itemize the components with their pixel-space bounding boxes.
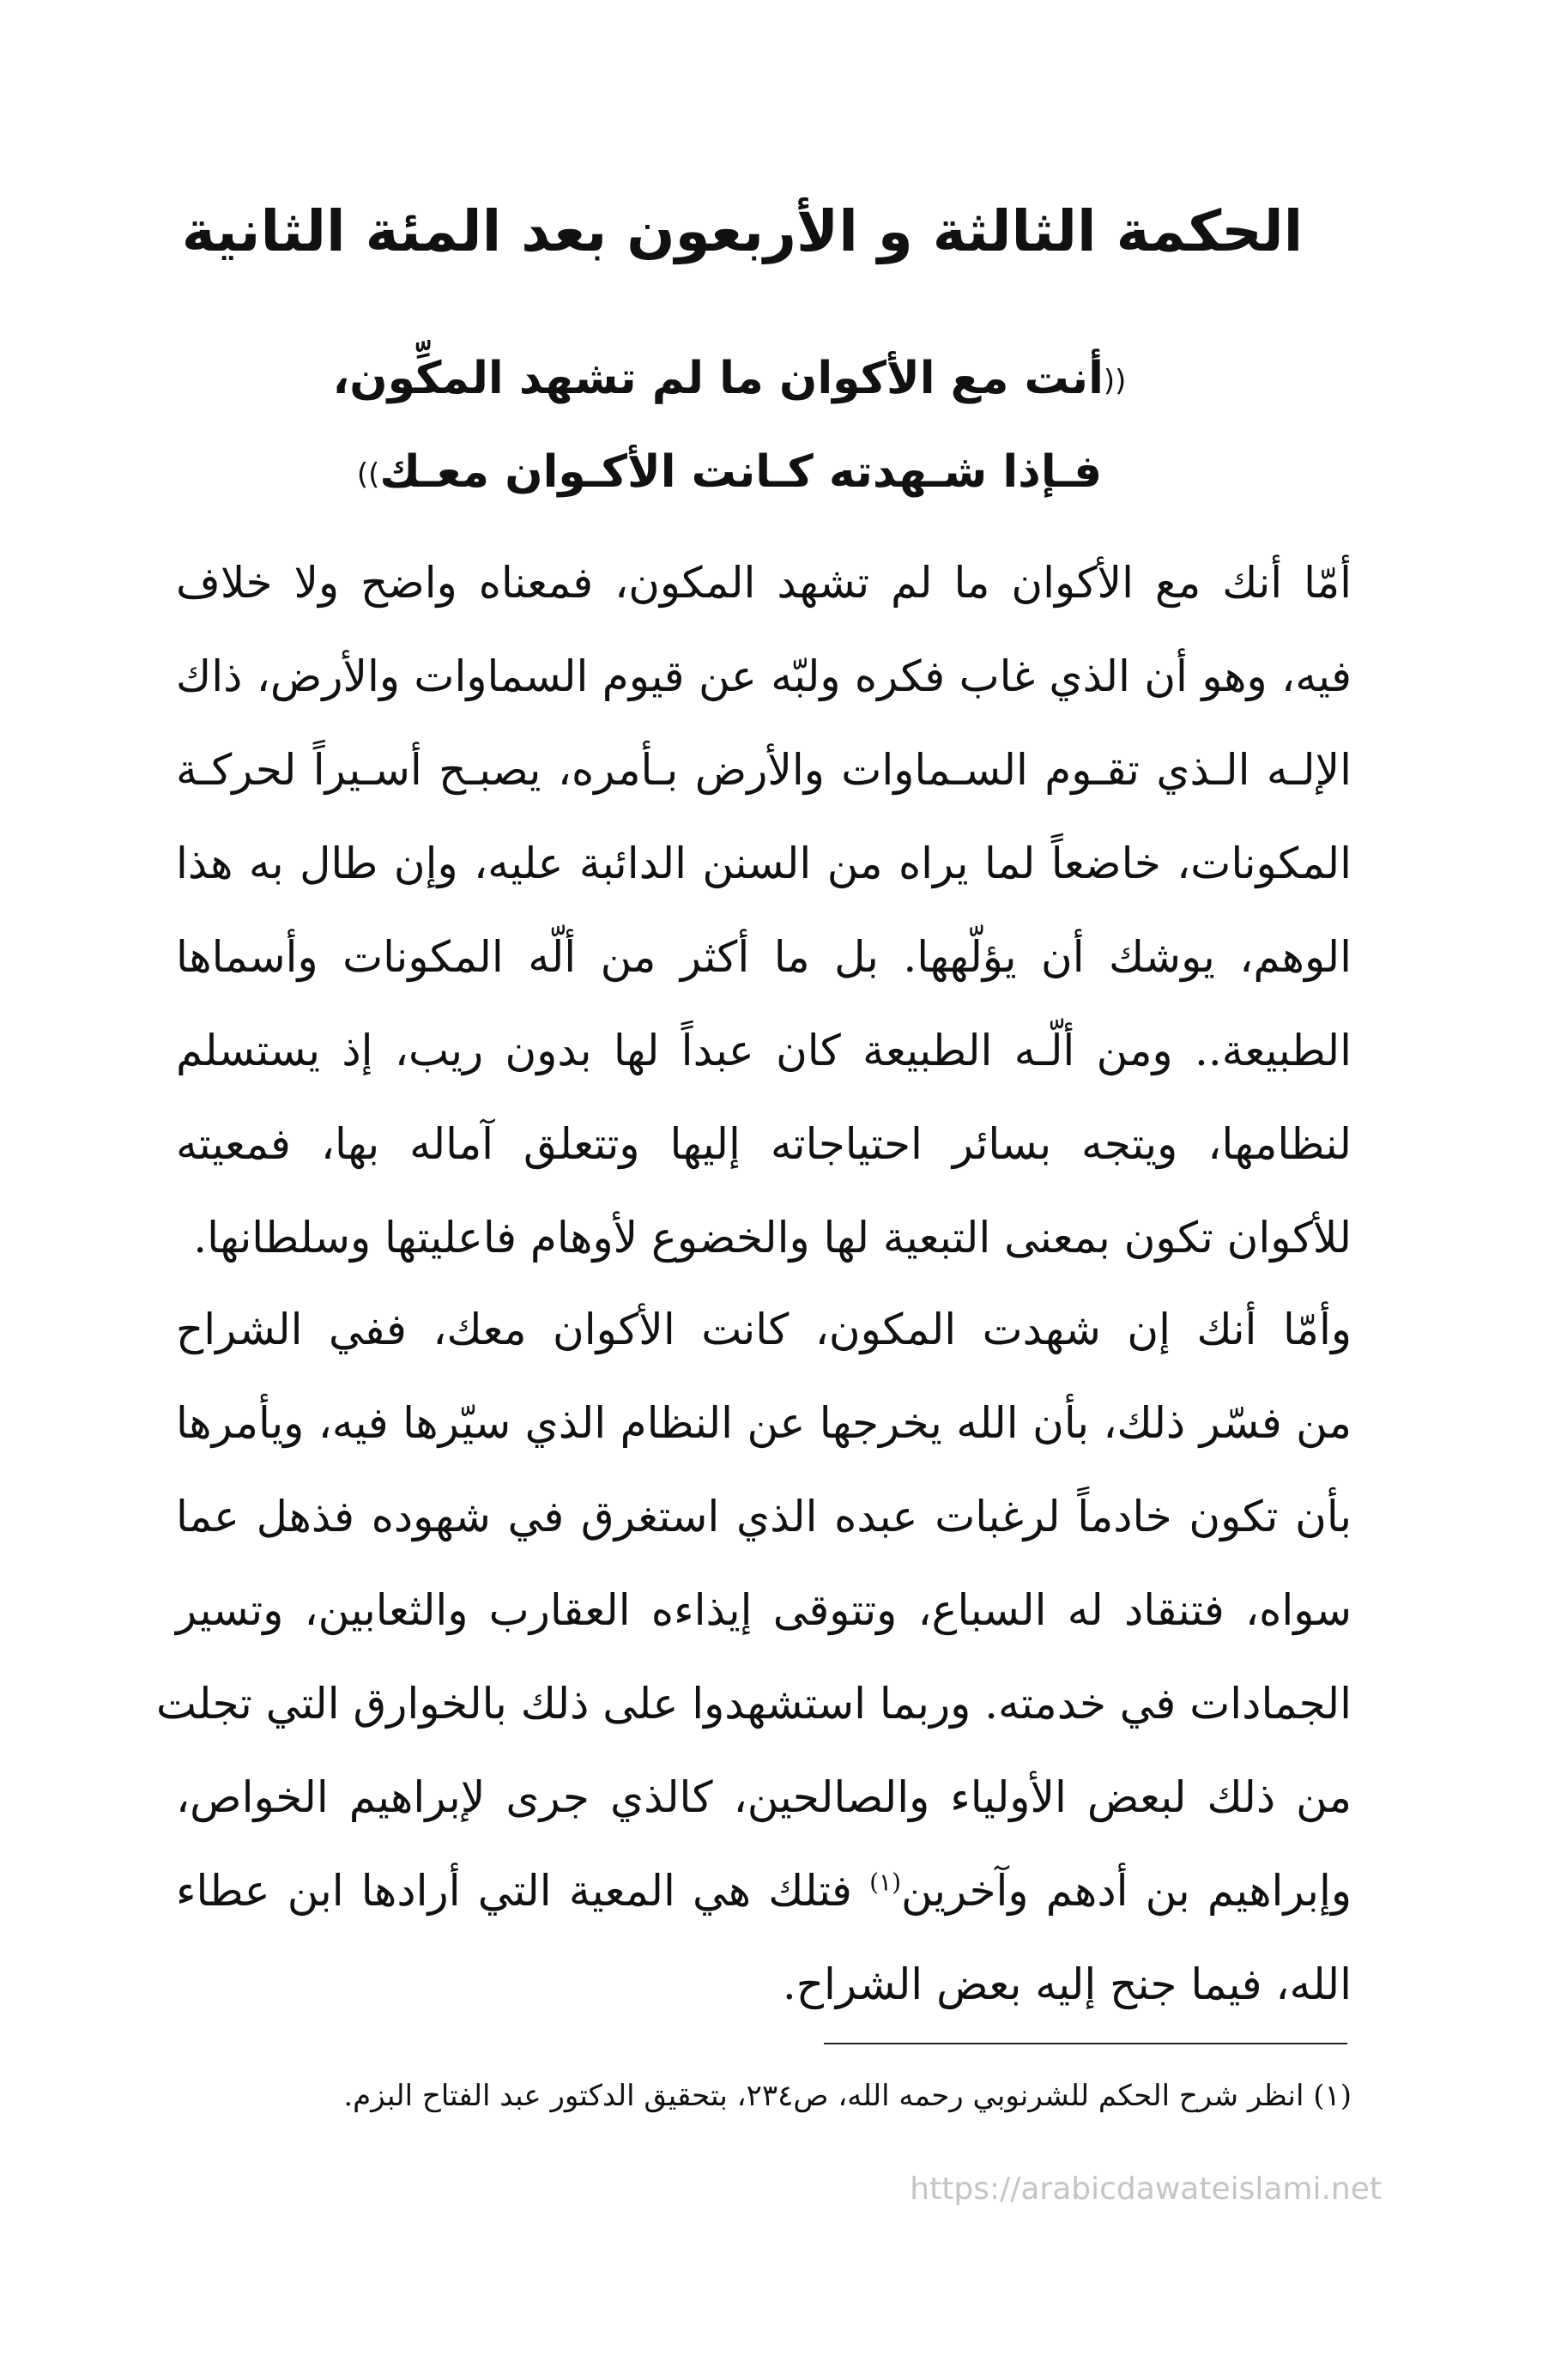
paragraph-line-part: وإبراهيم بن أدهم وآخرين: [901, 1866, 1352, 1916]
paragraph-line: الوهم، يوشك أن يؤلّهها. بل ما أكثر من ألّه المكونات وأسماها: [176, 932, 1352, 982]
paragraph-line: لنظامها، ويتجه بسائر احتياجاته إليها وتتعلق آماله بها، فمعيته: [176, 1119, 1352, 1169]
paragraph-line: الإلـه الـذي تقـوم السـماوات والأرض بـأمره، يصبـح أسـيراً لحركـة: [176, 745, 1352, 795]
page-title: الحكمة الثالثة و الأربعون بعد المئة الثانية: [181, 198, 1304, 264]
quote-close-bracket: )): [356, 457, 380, 492]
paragraph-line: بأن تكون خادماً لرغبات عبده الذي استغرق في شهوده فذهل عما: [176, 1492, 1352, 1541]
paragraph-line: من ذلك لبعض الأولياء والصالحين، كالذي جرى لإبراهيم الخواص،: [176, 1772, 1352, 1822]
footnote-divider: [824, 2043, 1347, 2044]
paragraph-line: الله، فيما جنح إليه بعض الشراح.: [782, 1959, 1352, 2009]
paragraph-2: [155, 1283, 1352, 2032]
paragraph-line: أمّا أنك مع الأكوان ما لم تشهد المكون، فمعناه واضح ولا خلاف: [176, 558, 1352, 608]
paragraph-line: للأكوان تكون بمعنى التبعية لها والخضوع لأوهام فاعليتها وسلطانها.: [193, 1213, 1352, 1263]
paragraph-line: وأمّا أنك إن شهدت المكون، كانت الأكوان معك، ففي الشراح: [176, 1305, 1352, 1354]
quote-line-2: [326, 427, 1133, 520]
quote-line-1-text: أنت مع الأكوان ما لم تشهد المكِّون،: [332, 353, 1104, 404]
footnote-reference[interactable]: (١): [869, 1868, 902, 1897]
paragraph-line: الجمادات في خدمته. وربما استشهدوا على ذلك بالخوارق التي تجلت: [155, 1679, 1352, 1729]
paragraph-line: فيه، وهو أن الذي غاب فكره ولبّه عن قيوم السماوات والأرض، ذاك: [176, 651, 1352, 701]
paragraph-1: [176, 536, 1352, 1285]
paragraph-line-with-footnote: [176, 1844, 1352, 1938]
quote-open-bracket: ((: [1103, 364, 1127, 398]
paragraph-line: سواه، فتنقاد له السباع، وتتوقى إيذاءه العقارب والثعابين، وتسير: [176, 1585, 1352, 1635]
paragraph-line: من فسّر ذلك، بأن الله يخرجها عن النظام الذي سيّرها فيه، ويأمرها: [176, 1398, 1352, 1448]
quote-line-2-text: فـإذا شـهدته كـانت الأكـوان معـك: [379, 446, 1103, 498]
paragraph-line-part: فتلك هي المعية التي أرادها ابن عطاء: [176, 1866, 852, 1916]
paragraph-line: المكونات، خاضعاً لما يراه من السنن الدائبة عليه، وإن طال به هذا: [176, 839, 1352, 888]
quoted-aphorism: [326, 333, 1133, 520]
quote-line-1: [326, 333, 1133, 427]
watermark: https://arabicdawateislami.net: [910, 2171, 1382, 2207]
footnote: (١) انظر شرح الحكم للشرنوبي رحمه الله، ص٢٣٤، بتحقيق الدكتور عبد الفتاح البزم.: [343, 2079, 1352, 2113]
paragraph-line: الطبيعة.. ومن ألّـه الطبيعة كان عبداً لها بدون ريب، إذ يستسلم: [176, 1026, 1352, 1075]
